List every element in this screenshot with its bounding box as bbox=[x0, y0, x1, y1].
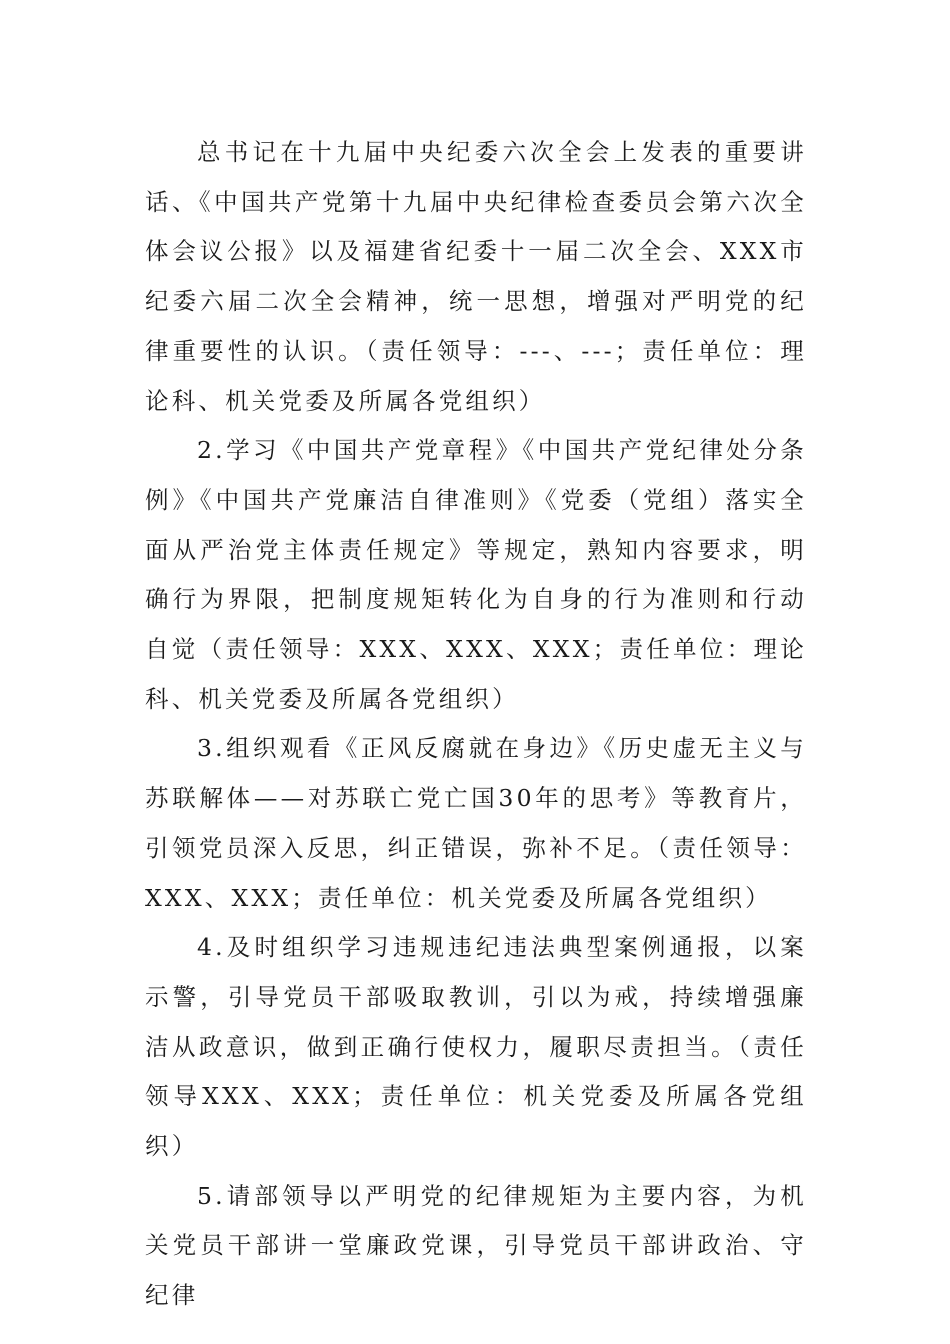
paragraph-item-2-regulations: 2.学习《中国共产党章程》《中国共产党纪律处分条例》《中国共产党廉洁自律准则》《党委（党组）落实全面从严治党主体责任规定》等规定，熟知内容要求，明确行为界限，把制度规矩转化为自身的行为准则和行动自觉（责任领导：XXX、XXX、XXX；责任单位：理论科、机关党委及所属各党组织） bbox=[145, 436, 807, 713]
paragraph-study-speech: 总书记在十九届中央纪委六次全会上发表的重要讲话、《中国共产党第十九届中央纪律检查委员会第六次全体会议公报》以及福建省纪委十一届二次全会、XXX市纪委六届二次全会精神，统一思想，增强对严明党的纪律重要性的认识。（责任领导：---、---；责任单位：理论科、机关党委及所属各党组织） bbox=[145, 138, 807, 415]
document-body bbox=[145, 128, 807, 1321]
paragraph-item-3-films: 3.组织观看《正风反腐就在身边》《历史虚无主义与苏联解体——对苏联亡党亡国30年的思考》等教育片，引领党员深入反思，纠正错误，弥补不足。（责任领导：XXX、XXX；责任单位：机关党委及所属各党组织） bbox=[145, 734, 807, 912]
paragraph-item-5-lecture: 5.请部领导以严明党的纪律规矩为主要内容，为机关党员干部讲一堂廉政党课，引导党员干部讲政治、守纪律 bbox=[145, 1181, 807, 1310]
paragraph-item-4-cases: 4.及时组织学习违规违纪违法典型案例通报，以案示警，引导党员干部吸取教训，引以为戒，持续增强廉洁从政意识，做到正确行使权力，履职尽责担当。（责任领导XXX、XXX；责任单位：机关党委及所属各党组织） bbox=[145, 933, 807, 1161]
